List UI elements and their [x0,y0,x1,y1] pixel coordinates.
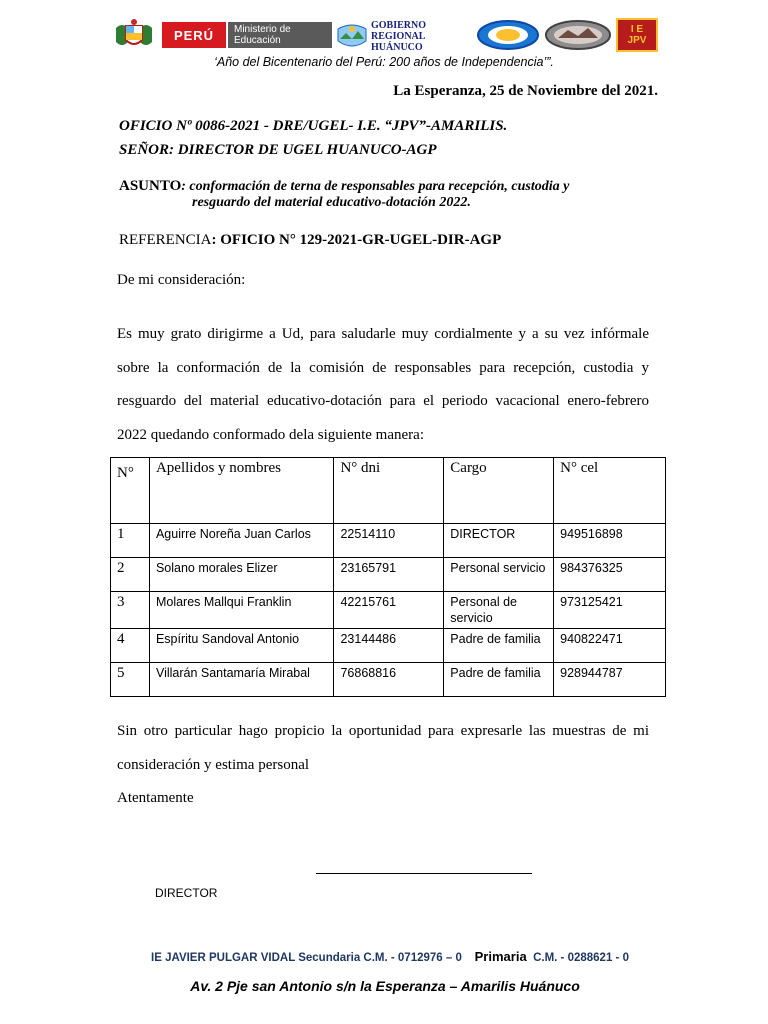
sign-off: Atentamente [117,790,194,806]
cell-number: 5 [111,663,150,697]
ie-jpv-text: I E JPV [627,24,647,46]
cell-cargo: Personal servicio [444,558,554,592]
cell-name: Aguirre Noreña Juan Carlos [149,524,334,558]
footer-school-codes [130,950,650,965]
closing-paragraph: Sin otro particular hago propicio la oportunidad para expresarle las muestras de mi consideración y estima personal [117,723,649,773]
ie-jpv-logo [616,18,658,52]
asunto-block [119,178,639,211]
gobierno-regional-huanuco-logo [336,19,472,53]
header-cell-number: N° [111,458,150,524]
signature-title: DIRECTOR [155,886,218,900]
greeting: De mi consideración: [117,272,246,288]
oficio-number: OFICIO Nº 0086-2021 - DRE/UGEL- I.E. “JPV”-AMARILIS. [119,118,508,134]
cell-name: Villarán Santamaría Mirabal [149,663,334,697]
school-seal-logo [544,18,612,52]
header-logos [110,18,658,54]
referencia-label: REFERENCIA [119,232,212,248]
cell-number: 4 [111,629,150,663]
ministerio-educacion-logo [228,22,332,48]
header-cell-cargo: Cargo [444,458,554,524]
footer-address: Av. 2 Pje san Antonio s/n la Esperanza – Amarilis Huánuco [190,978,580,994]
asunto-text-line2: resguardo del material educativo-dotación 2022. [192,195,471,210]
table-row [111,663,666,697]
addressee: SEÑOR: DIRECTOR DE UGEL HUANUCO-AGP [119,142,437,158]
ugel-seal-logo [476,18,540,52]
cell-cel: 928944787 [554,663,666,697]
footer-secondary: IE JAVIER PULGAR VIDAL Secundaria C.M. - 0712976 – 0 [151,952,462,964]
referencia-text: : OFICIO N° 129-2021-GR-UGEL-DIR-AGP [211,232,502,248]
cell-cargo: Padre de familia [444,629,554,663]
cell-cargo: Personal de servicio [444,592,554,629]
header-cell-names: Apellidos y nombres [149,458,334,524]
cell-cargo: Padre de familia [444,663,554,697]
cell-cel: 949516898 [554,524,666,558]
peru-coat-of-arms-logo [112,18,156,52]
body-paragraph: Es muy grato dirigirme a Ud, para saludarle muy cordialmente y a su vez infórmale sobre la conformación de la comisión de responsables para recepción, custodia y resguardo del material educativo-dotación para el periodo vacacional enero-febrero 2022 quedando conformado dela siguiente manera: [117,326,649,443]
peru-brand-logo [162,22,226,48]
header-cell-dni: N° dni [334,458,444,524]
peru-brand-text: PERÚ [173,27,215,43]
cell-cargo: DIRECTOR [444,524,554,558]
regional-emblem-icon [336,23,368,49]
referencia-line [119,232,501,249]
cell-number: 1 [111,524,150,558]
table-row [111,592,666,629]
cell-dni: 22514110 [334,524,444,558]
responsables-table [110,457,666,697]
cell-cel: 940822471 [554,629,666,663]
footer-primary-code: C.M. - 0288621 - 0 [533,952,629,964]
asunto-text-line1: : conformación de terna de responsables para recepción, custodia y [181,179,570,194]
cell-cel: 973125421 [554,592,666,629]
cell-dni: 76868816 [334,663,444,697]
cell-cel: 984376325 [554,558,666,592]
cell-dni: 42215761 [334,592,444,629]
footer-primary-label: Primaria [474,949,527,964]
cell-number: 3 [111,592,150,629]
header-cell-cel: N° cel [554,458,666,524]
gobierno-regional-text: GOBIERNO REGIONAL HUÁNUCO [371,19,427,53]
cell-dni: 23165791 [334,558,444,592]
ministerio-educacion-text: Ministerio de Educación [234,24,291,46]
cell-name: Molares Mallqui Franklin [149,592,334,629]
table-header-row [111,458,666,524]
year-motto: ‘Año del Bicentenario del Perú: 200 años de Independencia’”. [214,55,554,69]
table-row [111,629,666,663]
cell-name: Espíritu Sandoval Antonio [149,629,334,663]
table-row [111,524,666,558]
signature-line [316,873,532,874]
cell-dni: 23144486 [334,629,444,663]
asunto-label: ASUNTO [119,178,182,194]
letter-date: La Esperanza, 25 de Noviembre del 2021. [393,83,658,99]
cell-name: Solano morales Elizer [149,558,334,592]
cell-number: 2 [111,558,150,592]
table-row [111,558,666,592]
